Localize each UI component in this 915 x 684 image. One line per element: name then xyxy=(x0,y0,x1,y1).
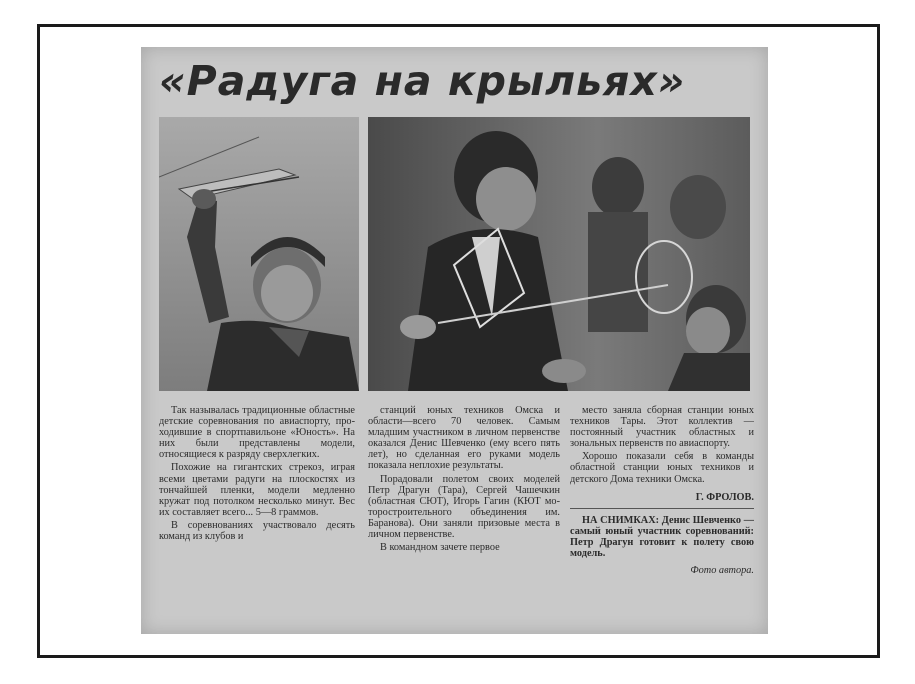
paragraph: В соревнованиях участвовало десять команд из клубов и xyxy=(159,519,355,543)
divider xyxy=(570,508,754,509)
article-column-3 xyxy=(570,405,754,631)
paragraph: станций юных техников Омска и области—всего 70 человек. Самым младшим участником в личном первенстве оказался Денис Шевченко (ему всего пять лет), но сделанная его руками модель показала неплохие результаты. xyxy=(368,405,560,472)
photo-credit: Фото автора. xyxy=(690,565,754,577)
paragraph: Хорошо показали себя в команды областной станции юных техников и детского Дома техники Омска. xyxy=(570,451,754,485)
newspaper-clipping xyxy=(141,47,768,634)
paragraph: Похожие на гигантских стрекоз, играя всеми цветами радуги на плоскостях из тончайшей пленки, модели медленно кружат под потолком несколько минут. Вес их составляет всего... 5—8 граммов. xyxy=(159,462,355,518)
article-column-2 xyxy=(368,405,560,631)
photo-boy-launching-model xyxy=(159,117,359,391)
photo-coach-and-boy xyxy=(368,117,750,391)
photo-captions: НА СНИМКАХ: Денис Шевченко — самый юный участник соревнований: Петр Драгун готовит к полету свою модель. xyxy=(570,514,754,560)
paragraph: место заняла сборная станции юных техников Тары. Этот коллектив — постоянный участник областных и зональных первенств по авиаспорту. xyxy=(570,405,754,450)
paragraph: Так называлась традиционные областные детские соревнования по авиаспорту, проходившие в спортпавильоне «Юность». На них были представлены модели, относящиеся к разряду сверхлегких. xyxy=(159,405,355,461)
article-column-1 xyxy=(159,405,355,631)
author-byline: Г. ФРОЛОВ. xyxy=(695,491,754,503)
paragraph: Порадовали полетом своих моделей Петр Драгун (Тара), Сергей Чашечкин (областная СЮТ), Игорь Гагин (КЮТ моторостроительного объединения им. Баранова). Они заняли призовые места в личном первенстве. xyxy=(368,473,560,541)
headline: «Радуга на крыльях» xyxy=(159,57,686,105)
paragraph: В командном зачете первое xyxy=(380,542,500,554)
